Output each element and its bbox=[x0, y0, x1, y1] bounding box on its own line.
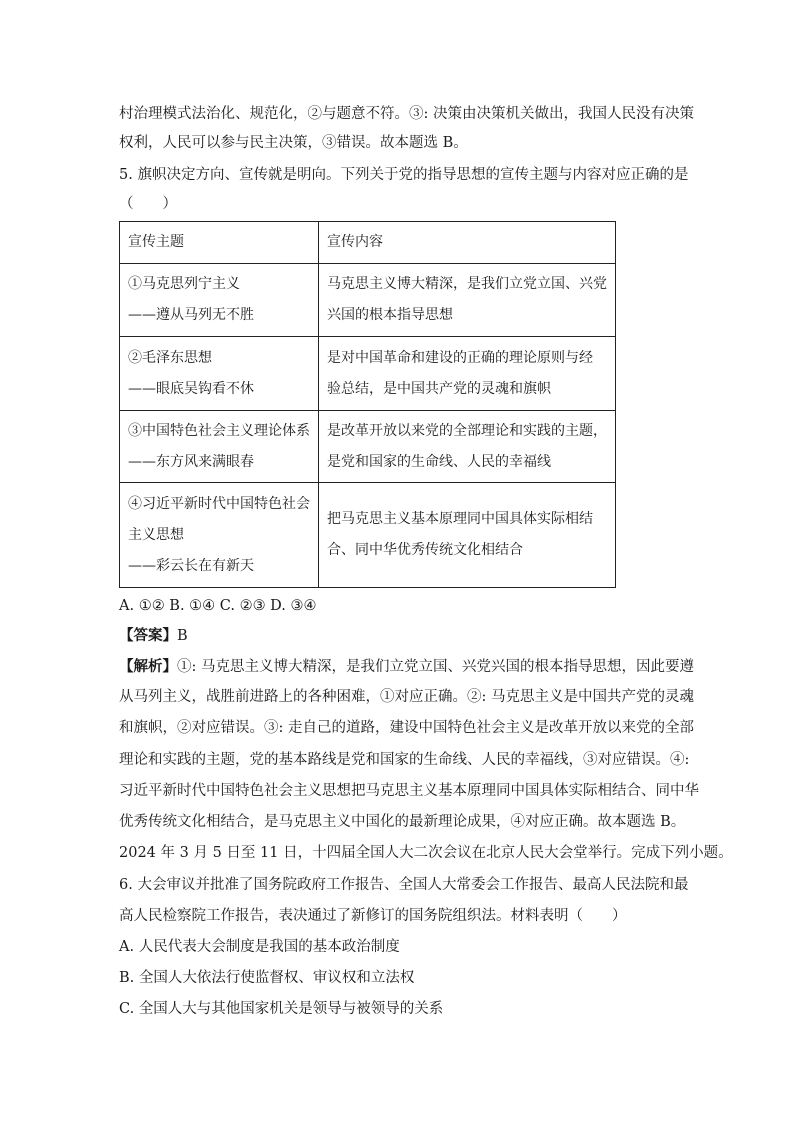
question-5-analysis-line-6: 优秀传统文化相结合，是马克思主义中国化的最新理论成果，④对应正确。故本题选 B。 bbox=[119, 814, 686, 830]
topic-text: ①马克思列宁主义 bbox=[128, 276, 240, 292]
intro-line-2: 权利，人民可以参与民主决策，③错误。故本题选 B。 bbox=[119, 135, 468, 151]
topic-text: ④习近平新时代中国特色社会 bbox=[128, 495, 310, 512]
content-text: 是对中国革命和建设的正确的理论原则与经 bbox=[327, 349, 593, 366]
analysis-text: ①: 马克思主义博大精深，是我们立党立国、兴党兴国的根本指导思想，因此要遵 bbox=[177, 659, 694, 675]
question-5-table bbox=[119, 221, 616, 588]
table-row bbox=[120, 483, 616, 588]
topic-slogan: ——眼底吴钩看不休 bbox=[128, 380, 254, 397]
question-5-answer bbox=[119, 626, 188, 646]
question-5-stem-line-1: 5. 旗帜决定方向、宣传就是明向。下列关于党的指导思想的宣传主题与内容对应正确的是 bbox=[119, 167, 689, 183]
material-intro: 2024 年 3 月 5 日至 11 日，十四届全国人大二次会议在北京人民大会堂举行。完成下列小题。 bbox=[119, 845, 733, 861]
question-6-option-c: C. 全国人大与其他国家机关是领导与被领导的关系 bbox=[119, 1001, 444, 1017]
question-6-stem-line-1: 6. 大会审议并批准了国务院政府工作报告、全国人大常委会工作报告、最高人民法院和最 bbox=[119, 877, 689, 893]
table-cell-topic bbox=[120, 483, 319, 588]
analysis-label: 【解析】 bbox=[119, 658, 177, 675]
table-cell-content bbox=[319, 411, 616, 483]
question-5-options: A. ①② B. ①④ C. ②③ D. ③④ bbox=[119, 598, 317, 614]
table-row bbox=[120, 411, 616, 483]
content-text: 验总结，是中国共产党的灵魂和旗帜 bbox=[327, 380, 551, 397]
intro-line-1: 村治理模式法治化、规范化，②与题意不符。③: 决策由决策机关做出，我国人民没有决策 bbox=[119, 106, 694, 122]
table-cell-content bbox=[319, 264, 616, 337]
topic-text: 主义思想 bbox=[128, 526, 184, 543]
question-5-analysis-line-3: 和旗帜，②对应错误。③: 走自己的道路，建设中国特色社会主义是改革开放以来党的全部 bbox=[119, 720, 694, 736]
content-text: 是党和国家的生命线、人民的幸福线 bbox=[327, 453, 551, 470]
content-text: 马克思主义博大精深，是我们立党立国、兴党 bbox=[327, 276, 607, 292]
content-text: 把马克思主义基本原理同中国具体实际相结 bbox=[327, 511, 593, 527]
answer-label: 【答案】 bbox=[119, 627, 177, 644]
content-text: 兴国的根本指导思想 bbox=[327, 307, 453, 323]
table-row bbox=[120, 337, 616, 411]
table-row bbox=[120, 264, 616, 337]
question-5-stem-line-2: （ ） bbox=[119, 196, 177, 212]
table-header-row bbox=[120, 222, 616, 264]
question-6-stem-line-2: 高人民检察院工作报告，表决通过了新修订的国务院组织法。材料表明（ ） bbox=[119, 908, 627, 924]
table-cell-topic bbox=[120, 264, 319, 337]
topic-slogan: ——遵从马列无不胜 bbox=[128, 307, 254, 323]
table-cell-topic bbox=[120, 337, 319, 411]
question-5-analysis-line-1 bbox=[119, 657, 694, 677]
topic-text: ③中国特色社会主义理论体系 bbox=[128, 422, 310, 439]
topic-slogan: ——彩云长在有新天 bbox=[128, 557, 254, 574]
table-cell-topic bbox=[120, 411, 319, 483]
content-text: 合、同中华优秀传统文化相结合 bbox=[327, 542, 523, 558]
content-text: 是改革开放以来党的全部理论和实践的主题， bbox=[327, 422, 607, 439]
table-header-content: 宣传内容 bbox=[319, 222, 616, 264]
question-5-analysis-line-4: 理论和实践的主题，党的基本路线是党和国家的生命线、人民的幸福线，③对应错误。④: bbox=[119, 752, 690, 768]
table-header-topic: 宣传主题 bbox=[120, 222, 319, 264]
topic-slogan: ——东方风来满眼春 bbox=[128, 453, 254, 470]
question-5-analysis-line-2: 从马列主义，战胜前进路上的各种困难，①对应正确。②: 马克思主义是中国共产党的灵魂 bbox=[119, 689, 694, 705]
question-6-option-a: A. 人民代表大会制度是我国的基本政治制度 bbox=[119, 939, 400, 955]
topic-text: ②毛泽东思想 bbox=[128, 349, 212, 366]
question-5-analysis-line-5: 习近平新时代中国特色社会主义思想把马克思主义基本原理同中国具体实际相结合、同中华 bbox=[119, 783, 699, 799]
question-6-option-b: B. 全国人大依法行使监督权、审议权和立法权 bbox=[119, 970, 415, 986]
table-cell-content bbox=[319, 337, 616, 411]
answer-value: B bbox=[177, 628, 188, 644]
table-cell-content bbox=[319, 483, 616, 588]
